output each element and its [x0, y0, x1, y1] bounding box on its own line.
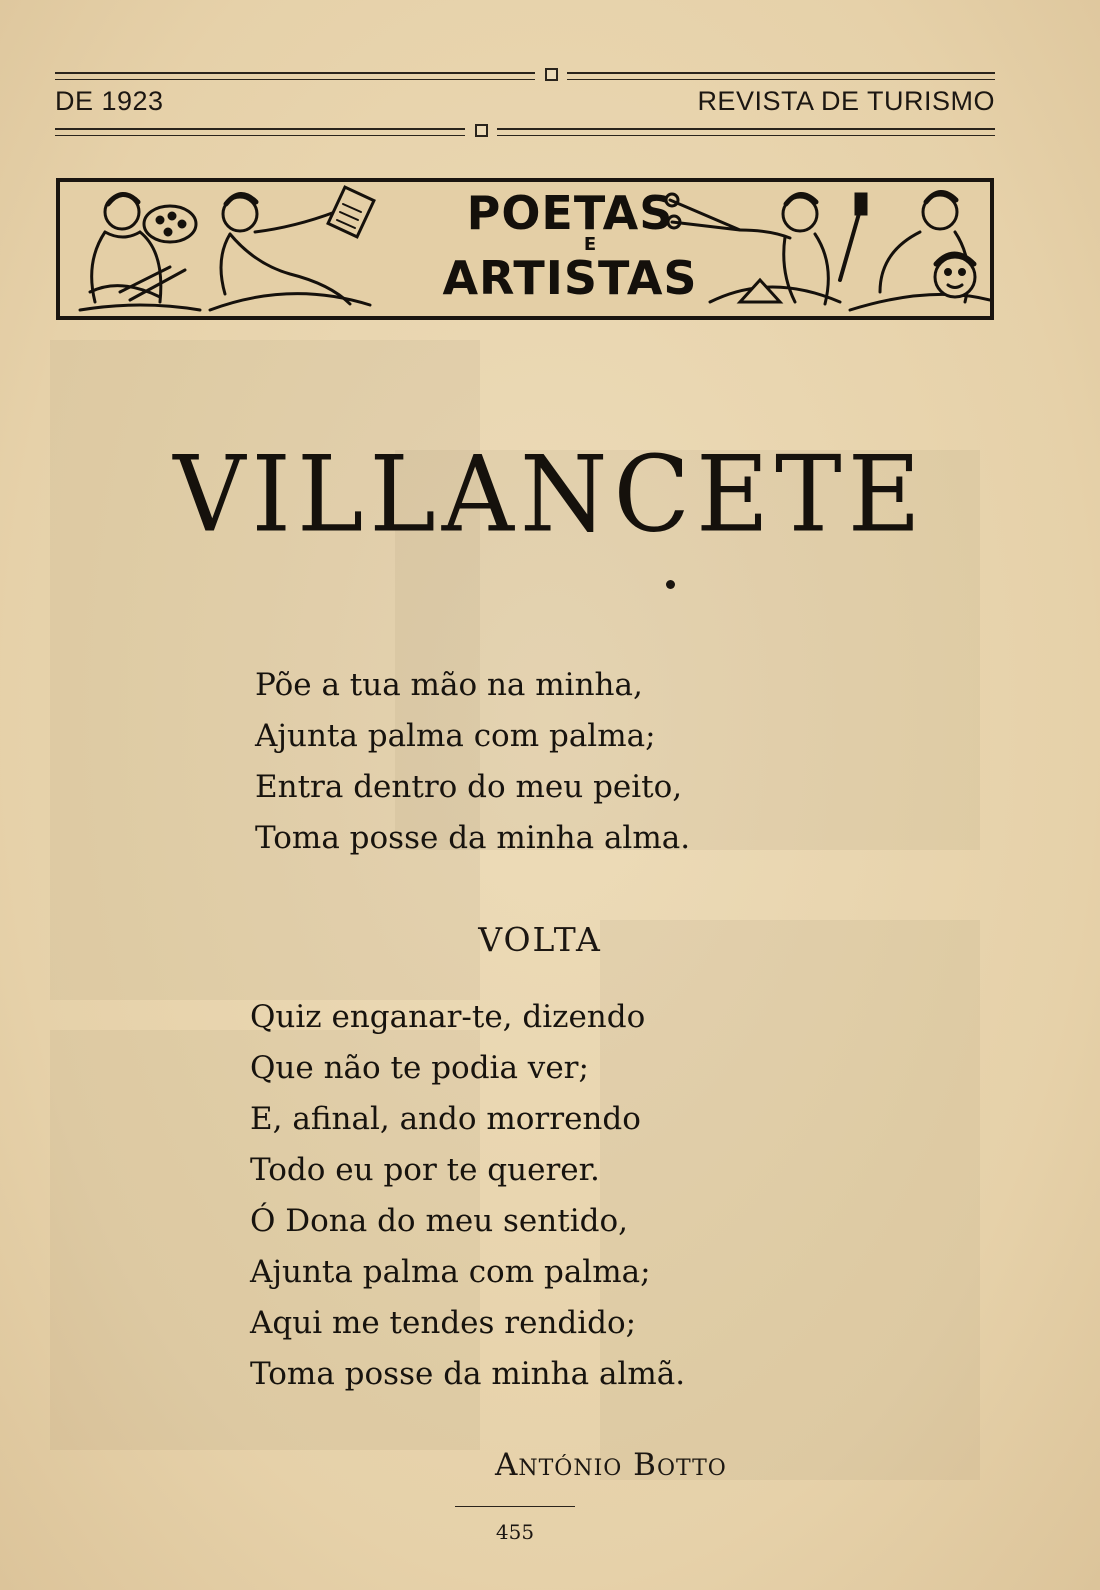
poem-author: António Botto — [495, 1447, 727, 1483]
header-rule-bottom — [55, 126, 995, 138]
verse-line: Aqui me tendes rendido; — [250, 1305, 637, 1341]
banner-title — [415, 188, 725, 304]
title-ornament-dot — [666, 580, 675, 589]
verse-line: Ajunta palma com palma; — [250, 1254, 651, 1290]
section-heading-volta: VOLTA — [478, 920, 602, 959]
verse-line: Que não te podia ver; — [250, 1050, 589, 1086]
page-number-rule — [455, 1506, 575, 1507]
verse-line: Toma posse da minha almã. — [250, 1356, 686, 1392]
header-publication: REVISTA DE TURISMO — [697, 86, 995, 116]
verse-line: Toma posse da minha alma. — [255, 820, 691, 856]
page-number: 455 — [495, 1520, 535, 1544]
banner-line-1: POETAS — [466, 186, 674, 240]
verse-line: Põe a tua mão na minha, — [255, 667, 643, 703]
poem-title: VILLANCETE — [173, 433, 927, 556]
stanza-1 — [255, 660, 690, 864]
header-rule-top — [55, 70, 995, 82]
header-date: DE 1923 — [55, 86, 164, 116]
poets-artists-banner — [56, 178, 994, 320]
verse-line: Ó Dona do meu sentido, — [250, 1203, 628, 1239]
banner-conjunction: E — [583, 234, 597, 255]
verse-line: Ajunta palma com palma; — [255, 718, 656, 754]
verse-line: E, afinal, ando morrendo — [250, 1101, 641, 1137]
stanza-2 — [250, 992, 685, 1400]
verse-line: Entra dentro do meu peito, — [255, 769, 683, 805]
banner-line-2: ARTISTAS — [442, 251, 698, 305]
verse-line: Quiz enganar-te, dizendo — [250, 999, 646, 1035]
verse-line: Todo eu por te querer. — [250, 1152, 600, 1188]
